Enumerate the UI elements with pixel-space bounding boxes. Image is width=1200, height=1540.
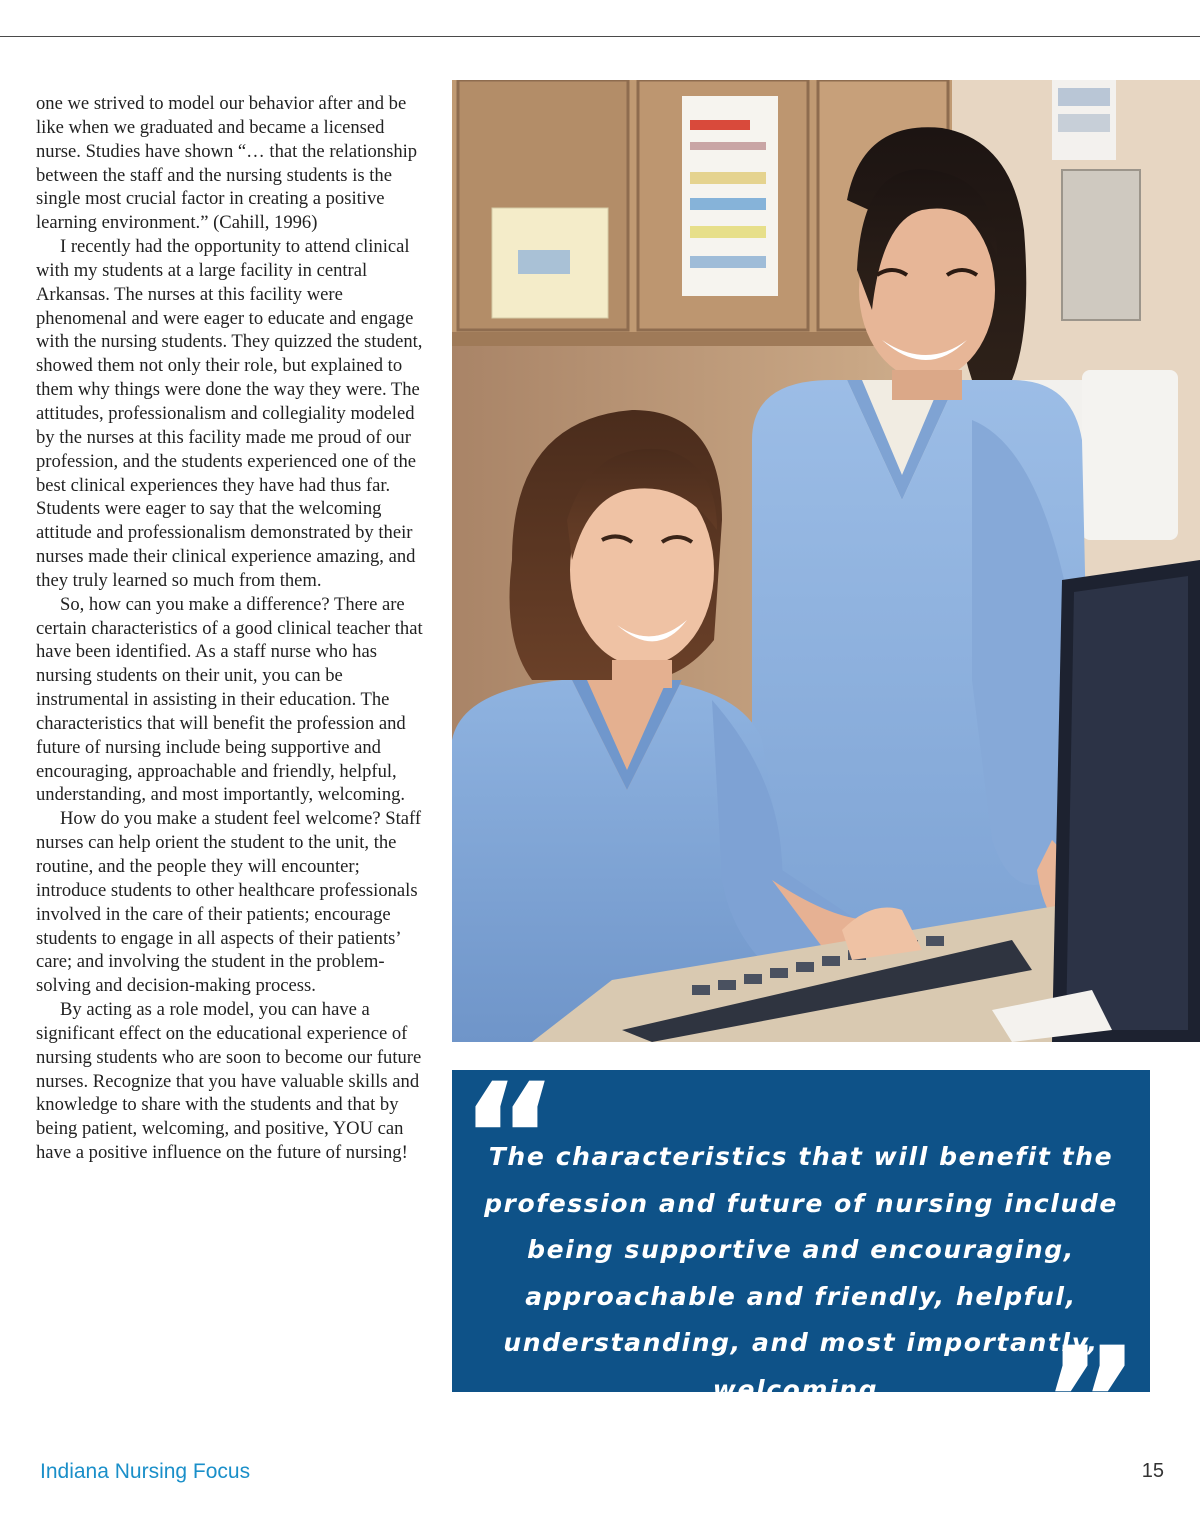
close-quote-mark: ” (1041, 1316, 1140, 1490)
article-paragraph: one we strived to model our behavior after and be like when we graduated and became a licensed nurse. Studies have shown “… that the relationship between the staff and the nursing students is the single most crucial factor in creating a positive learning environment.” (Cahill, 1996) (36, 93, 418, 234)
article-paragraph: By acting as a role model, you can have a significant effect on the educational experience of nursing students who are soon to become our future nurses. Recognize that you have valuable skills and knowledge to share with the students and that by being patient, welcoming, and positive, YOU can have a positive influence on the future of nursing! (36, 999, 422, 1164)
photo-illustration (452, 80, 1200, 1042)
article-paragraph: So, how can you make a difference? There are certain characteristics of a good clinical teacher that have been identified. As a staff nurse who has nursing students on their unit, you can be instrumental in assisting in their education. The characteristics that will benefit the profession and future of nursing include being supportive and encouraging, approachable and friendly, helpful, understanding, and most importantly, welcoming. (36, 593, 423, 806)
page-number: 15 (1141, 1460, 1164, 1482)
header-rule (0, 36, 1200, 37)
publication-title: Indiana Nursing Focus (40, 1460, 251, 1483)
article-body (36, 92, 428, 1165)
article-paragraph: I recently had the opportunity to attend clinical with my students at a large facility in central Arkansas. The nurses at this facility were phenomenal and were eager to educate and engage with the nursing students. They quizzed the student, showed them not only their role, but explained to them why things were done the way they were. The attitudes, professionalism and collegiality modeled by the nurses at this facility made me proud of our profession, and the students experienced one of the best clinical experiences they have had thus far. Students were eager to say that the welcoming attitude and professionalism demonstrated by their nurses made their clinical experience amazing, and they truly learned so much from them. (36, 236, 423, 591)
article-paragraph: How do you make a student feel welcome? Staff nurses can help orient the student to the unit, the routine, and the people they will encounter; introduce students to other healthcare professionals involved in the care of their patients; encourage students to engage in all aspects of their patients’ care; and involving the student in the problem-solving and decision-making process. (36, 808, 422, 997)
pull-quote-text: The characteristics that will benefit the profession and future of nursing include being supportive and encouraging, approachable and friendly, helpful, understanding, and most importantly, welcoming. (484, 1142, 1118, 1404)
open-quote-mark: “ (460, 1052, 559, 1226)
nurses-at-computer-photo (452, 80, 1200, 1042)
pull-quote-box (452, 1052, 1150, 1490)
